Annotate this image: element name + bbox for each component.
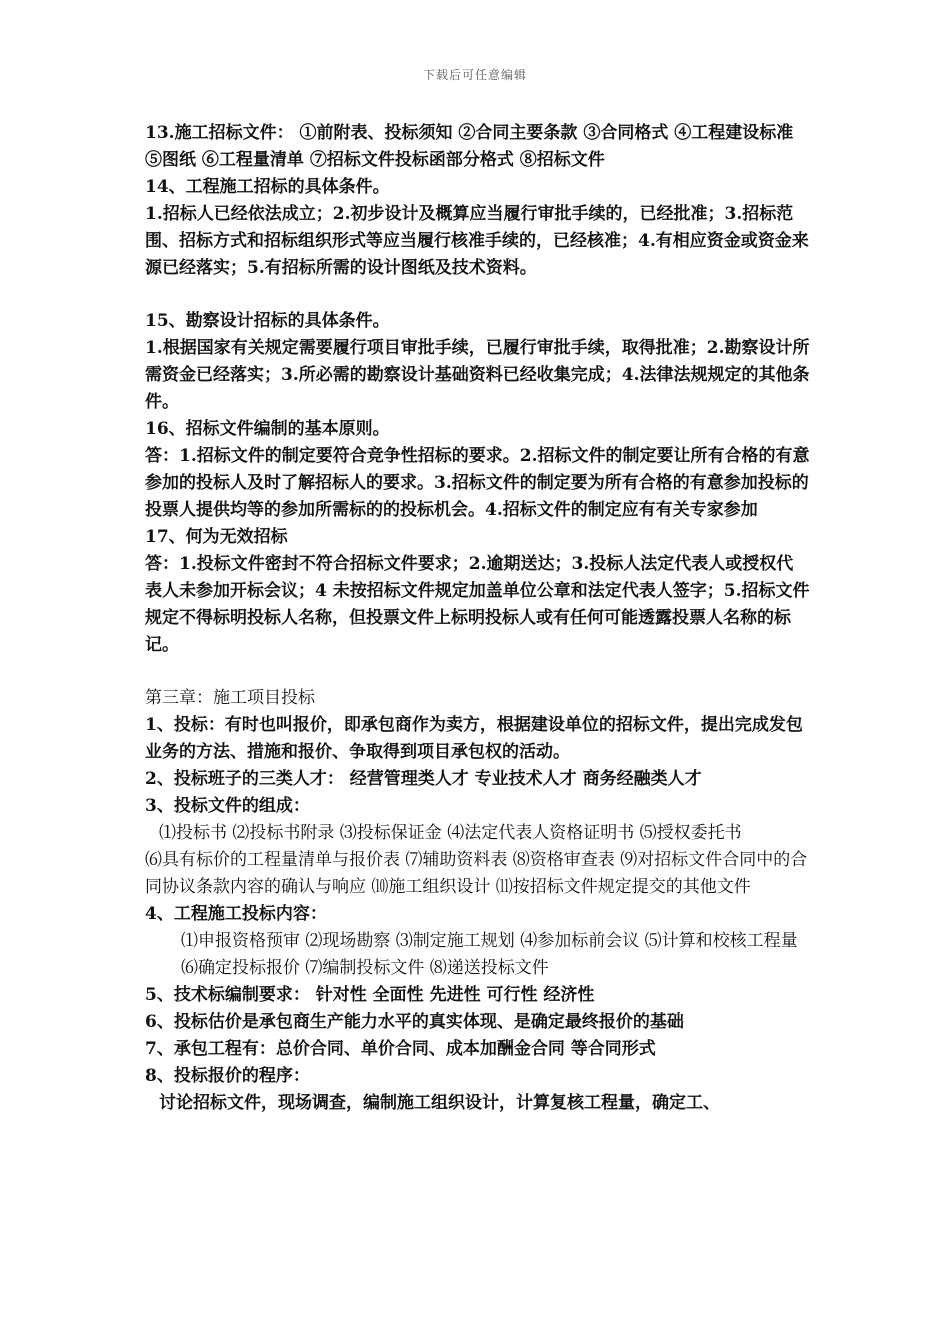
document-body [145,120,810,1117]
item-3-list-a: ⑴投标书 ⑵投标书附录 ⑶投标保证金 ⑷法定代表人资格证明书 ⑸授权委托书 [159,823,742,843]
paragraph-14-conditions: 1.招标人已经依法成立；2.初步设计及概算应当履行审批手续的，已经批准；3.招标范围、招标方式和招标组织形式等应当履行核准手续的，已经核准；4.有相应资金或资金来源已经落实；5.有招标所需的设计图纸及技术资料。 [145,204,809,278]
item-3-heading: 3、投标文件的组成： [145,796,310,816]
spacer [145,282,810,308]
item-2-team-talents: 2、投标班子的三类人才： 经营管理类人才 专业技术人才 商务经融类人才 [145,769,702,789]
item-13-bidding-documents: 13.施工招标文件： ①前附表、投标须知 ②合同主要条款 ③合同格式 ④工程建设标准 ⑤图纸 ⑥工程量清单 ⑦招标文件投标函部分格式 ⑧招标文件 [145,123,800,170]
item-4-heading: 4、工程施工投标内容： [145,904,327,924]
item-5-requirements: 5、技术标编制要求： 针对性 全面性 先进性 可行性 经济性 [145,985,595,1005]
item-3-list-b: ⑹具有标价的工程量清单与报价表 ⑺辅助资料表 ⑻资格审查表 ⑼对招标文件合同中的合同协议条款内容的确认与响应 ⑽施工组织设计 ⑾按招标文件规定提交的其他文件 [145,850,808,897]
item-7-contracts: 7、承包工程有：总价合同、单价合同、成本加酬金合同 等合同形式 [145,1039,656,1059]
paragraph-17-answer: 答：1.投标文件密封不符合招标文件要求；2.逾期送达；3.投标人法定代表人或授权代表人未参加开标会议；4 未按招标文件规定加盖单位公章和法定代表人签字；5.招标文件规定不得标明投标人名称，但投票文件上标明投标人或有任何可能透露投票人名称的标记。 [145,554,810,655]
spacer [145,659,810,685]
heading-17: 17、何为无效招标 [145,527,288,547]
item-8-procedure: 讨论招标文件，现场调查，编制施工组织设计，计算复核工程量，确定工、 [159,1093,720,1113]
paragraph-15-conditions: 1.根据国家有关规定需要履行项目审批手续，已履行审批手续，取得批准；2.勘察设计所需资金已经落实；3.所必需的勘察设计基础资料已经收集完成；4.法律法规规定的其他条件。 [145,338,810,412]
heading-16: 16、招标文件编制的基本原则。 [145,419,390,439]
header-watermark: 下载后可任意编辑 [422,68,527,82]
item-6-estimate: 6、投标估价是承包商生产能力水平的真实体现、是确定最终报价的基础 [145,1012,684,1032]
paragraph-16-answer: 答：1.招标文件的制定要符合竞争性招标的要求。2.招标文件的制定要让所有合格的有意参加的投标人及时了解招标人的要求。3.招标文件的制定要为所有合格的有意参加投标的投票人提供均等的参加所需标的的投标机会。4.招标文件的制定应有有关专家参加 [145,446,810,520]
item-8-heading: 8、投标报价的程序： [145,1066,310,1086]
item-4-list: ⑴申报资格预审 ⑵现场勘察 ⑶制定施工规划 ⑷参加标前会议 ⑸计算和校核工程量 ⑹确定投标报价 ⑺编制投标文件 ⑻递送投标文件 [181,931,804,978]
item-1-bidding-definition: 1、投标：有时也叫报价，即承包商作为卖方，根据建设单位的招标文件，提出完成发包业务的方法、措施和报价、争取得到项目承包权的活动。 [145,715,803,762]
heading-15: 15、勘察设计招标的具体条件。 [145,311,390,331]
chapter-3-title: 第三章：施工项目投标 [145,688,315,708]
heading-14: 14、工程施工招标的具体条件。 [145,177,390,197]
